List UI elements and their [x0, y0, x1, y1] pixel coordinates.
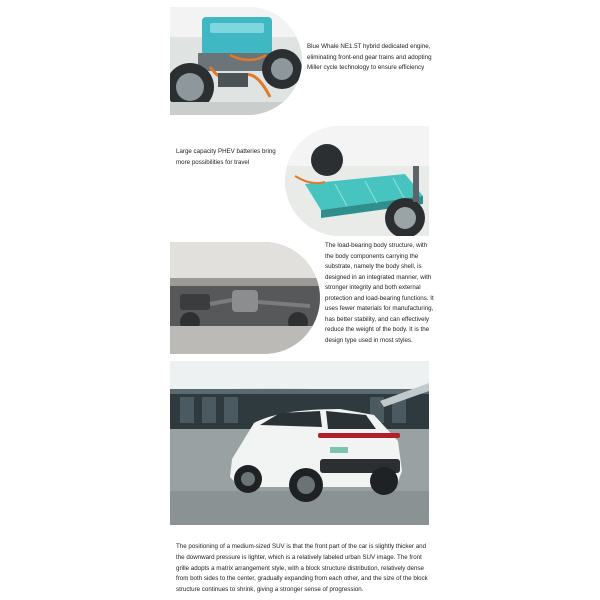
battery-description: Large capacity PHEV batteries bring more possibilities for travel	[176, 148, 276, 166]
engine-image	[170, 7, 302, 115]
suv-image	[170, 361, 429, 525]
engine-description: Blue Whale NE1.5T hybrid dedicated engine, eliminating front-end gear trains and adopting Miller cycle technology to ensure efficiency	[307, 43, 432, 71]
battery-image	[285, 126, 429, 236]
suv-description: The positioning of a medium-sized SUV is that the front part of the car is slightly thicker and the downward pressure is lighter, which is a relatively labeled urban SUV image. The front grille adopts a matrix arrangement style, with a block structure distribution, relatively dense from both sides to the center, gradually expanding from each other, and the size of the block structure continues to shrink, giving a stronger sense of progression.	[176, 543, 428, 594]
body-structure-description: The load-bearing body structure, with the body components carrying the substrate, namely the body shell, is designed in an integrated manner, with stronger integrity and both external protection and load-bearing functions. It uses fewer materials for manufacturing, has better stability, and can effectively reduce the weight of the body. It is the design type used in most styles.	[325, 242, 434, 344]
underbody-image	[170, 242, 320, 354]
